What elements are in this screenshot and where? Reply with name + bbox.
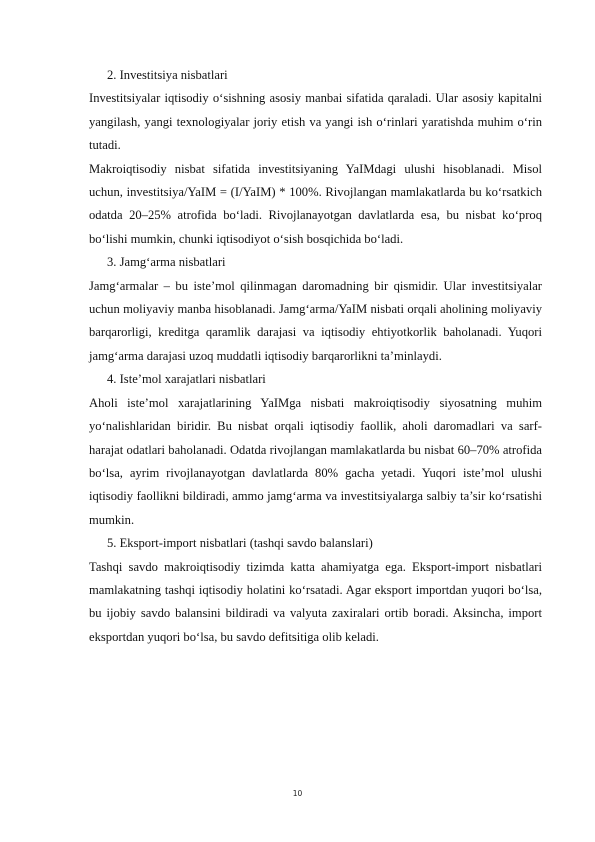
- section-savings-ratios: [89, 251, 542, 368]
- paragraph: Jamg‘armalar – bu iste’mol qilinmagan daromadning bir qismidir. Ular investitsiyalar uchun moliyaviy manba hisoblanadi. Jamg‘arma/YaIM nisbati orqali aholining moliyaviy barqarorligi, kreditga qaramlik darajasi va iqtisodiy ehtiyotkorlik baholanadi. Yuqori jamg‘arma darajasi uzoq muddatli iqtisodiy barqarorlikni ta’minlaydi.: [89, 278, 542, 363]
- document-body: [89, 64, 542, 649]
- paragraph: Aholi iste’mol xarajatlarining YaIMga nisbati makroiqtisodiy siyosatning muhim yo‘nalishlaridan biridir. Bu nisbat orqali iqtisodiy faollik, aholi daromadlari va sarf-harajat odatlari baholanadi. Odatda rivojlangan mamlakatlarda bu nisbat 60–70% atrofida bo‘lsa, ayrim rivojlanayotgan davlatlarda 80% gacha yetadi. Yuqori iste’mol ulushi iqtisodiy faollikni bildiradi, ammo jamg‘arma va investitsiyalarga salbiy ta’sir ko‘rsatishi mumkin.: [89, 395, 542, 527]
- page-number: 10: [292, 789, 303, 798]
- section-investment-ratios: [89, 64, 542, 251]
- section-heading: 5. Eksport-import nisbatlari (tashqi savdo balanslari): [107, 536, 373, 551]
- section-heading: 3. Jamg‘arma nisbatlari: [107, 255, 226, 270]
- paragraph: Makroiqtisodiy nisbat sifatida investitsiyaning YaIMdagi ulushi hisoblanadi. Misol uchun, investitsiya/YaIM = (I/YaIM) * 100%. Rivojlangan mamlakatlarda bu ko‘rsatkich odatda 20–25% atrofida bo‘ladi. Rivojlanayotgan davlatlarda esa, bu nisbat ko‘proq bo‘lishi mumkin, chunki iqtisodiyot o‘sish bosqichida bo‘ladi.: [89, 161, 542, 246]
- paragraph: Tashqi savdo makroiqtisodiy tizimda katta ahamiyatga ega. Eksport-import nisbatlari mamlakatning tashqi iqtisodiy holatini ko‘rsatadi. Agar eksport importdan yuqori bo‘lsa, bu ijobiy savdo balansini bildiradi va valyuta zaxiralari ortib boradi. Aksincha, import eksportdan yuqori bo‘lsa, bu savdo defitsitiga olib keladi.: [89, 559, 542, 644]
- section-export-import-ratios: [89, 532, 542, 649]
- section-heading: 4. Iste’mol xarajatlari nisbatlari: [107, 372, 266, 387]
- paragraph: Investitsiyalar iqtisodiy o‘sishning asosiy manbai sifatida qaraladi. Ular asosiy kapitalni yangilash, yangi texnologiyalar joriy etish va yangi ish o‘rinlari yaratishda muhim o‘rin tutadi.: [89, 91, 542, 153]
- section-heading: 2. Investitsiya nisbatlari: [107, 68, 228, 82]
- section-consumption-ratios: [89, 368, 542, 532]
